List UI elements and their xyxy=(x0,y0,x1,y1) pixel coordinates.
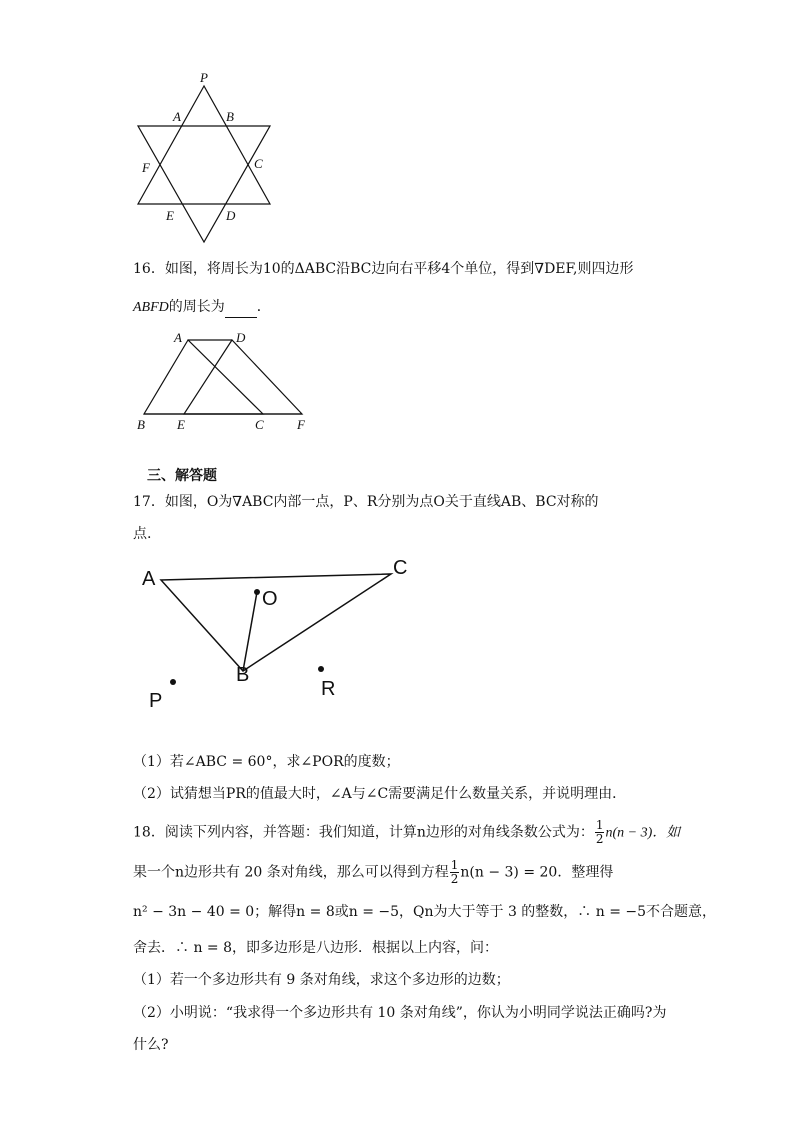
fig16-label-a: A xyxy=(174,330,182,345)
q18-frac2-num: 1 xyxy=(450,858,459,872)
q16-line2 xyxy=(133,297,271,318)
q18-line4: 舍去．∴ n = 8，即多边形是八边形．根据以上内容，问： xyxy=(133,940,499,956)
segment-ob xyxy=(243,592,257,671)
q16-answer-blank[interactable] xyxy=(225,303,257,318)
q18-sub2-line2: 什么? xyxy=(133,1037,169,1053)
symmetry-figure xyxy=(135,552,425,718)
star-figure xyxy=(120,66,290,252)
translation-figure xyxy=(128,328,328,436)
triangle-def xyxy=(184,340,302,414)
star-label-p: P xyxy=(200,70,208,85)
q18-line3: n² − 3n − 40 = 0；解得n = 8或n = −5，Qn为大于等于 3 的整数，∴ n = −5不合题意， xyxy=(133,904,717,920)
star-label-d: D xyxy=(226,208,236,223)
q16-text-line1: 16． xyxy=(133,261,165,277)
q18-fraction-2 xyxy=(450,859,460,886)
q18-sub1: （1）若一个多边形共有 9 条对角线，求这个多边形的边数； xyxy=(133,972,510,988)
q18-frac1-num: 1 xyxy=(595,818,604,832)
q17-sub1: （1）若∠ABC = 60°，求∠POR的度数； xyxy=(133,754,400,770)
star-label-b: B xyxy=(226,109,234,124)
fig17-label-p: P xyxy=(149,690,163,712)
point-p xyxy=(170,679,176,685)
fig17-label-o: O xyxy=(262,588,278,610)
q17-line2: 点. xyxy=(133,526,152,542)
q18-line1-pre: 18．阅读下列内容，并答题：我们知道，计算n边形的对角线条数公式为： xyxy=(133,824,594,841)
q16-text-line1-body: 如图，将周长为10的ΔABC沿BC边向右平移4个单位，得到∇DEF,则四边形 xyxy=(164,261,634,277)
q17-sub2: （2）试猜想当PR的值最大时，∠A与∠C需要满足什么数量关系，并说明理由． xyxy=(133,786,627,802)
star-up-triangle xyxy=(138,86,270,204)
q18-line2-post: n(n − 3) = 20．整理得 xyxy=(460,864,614,881)
star-label-f: F xyxy=(142,160,150,175)
q18-line1-post: n(n − 3)．如 xyxy=(605,825,681,841)
point-r xyxy=(318,666,324,672)
fig16-label-b: B xyxy=(137,417,145,432)
fig16-label-d: D xyxy=(236,330,246,345)
q18-line2 xyxy=(133,859,613,886)
q16-quad-name: ABFD xyxy=(133,300,169,315)
fig16-label-f: F xyxy=(297,417,305,432)
q18-sub2-line1: （2）小明说：“我求得一个多边形共有 10 条对角线”，你认为小明同学说法正确吗?为 xyxy=(133,1005,667,1021)
q16-perimeter-text: 的周长为 xyxy=(168,299,225,315)
q18-line1 xyxy=(133,819,680,846)
q17-line1: 17．如图，O为∇ABC内部一点，P、R分别为点O关于直线AB、BC对称的 xyxy=(133,494,599,510)
fig16-label-e: E xyxy=(177,417,185,432)
q18-frac2-den: 2 xyxy=(450,872,459,886)
q16-period: ． xyxy=(256,299,271,315)
point-o xyxy=(254,589,260,595)
q18-frac1-den: 2 xyxy=(595,832,604,846)
star-label-c: C xyxy=(254,156,263,171)
star-label-a: A xyxy=(173,109,181,124)
q18-fraction-1 xyxy=(595,819,605,846)
triangle-abc xyxy=(144,340,263,414)
fig17-label-a: A xyxy=(142,568,156,590)
fig16-label-c: C xyxy=(255,417,264,432)
fig17-label-b: B xyxy=(236,664,250,686)
fig17-label-r: R xyxy=(321,678,336,700)
q16-line1 xyxy=(133,259,634,279)
section-title: 三、解答题 xyxy=(147,468,217,484)
q18-line2-pre: 果一个n边形共有 20 条对角线，那么可以得到方程 xyxy=(133,864,449,881)
star-label-e: E xyxy=(166,208,174,223)
star-down-triangle xyxy=(138,126,270,242)
fig17-label-c: C xyxy=(393,557,408,579)
